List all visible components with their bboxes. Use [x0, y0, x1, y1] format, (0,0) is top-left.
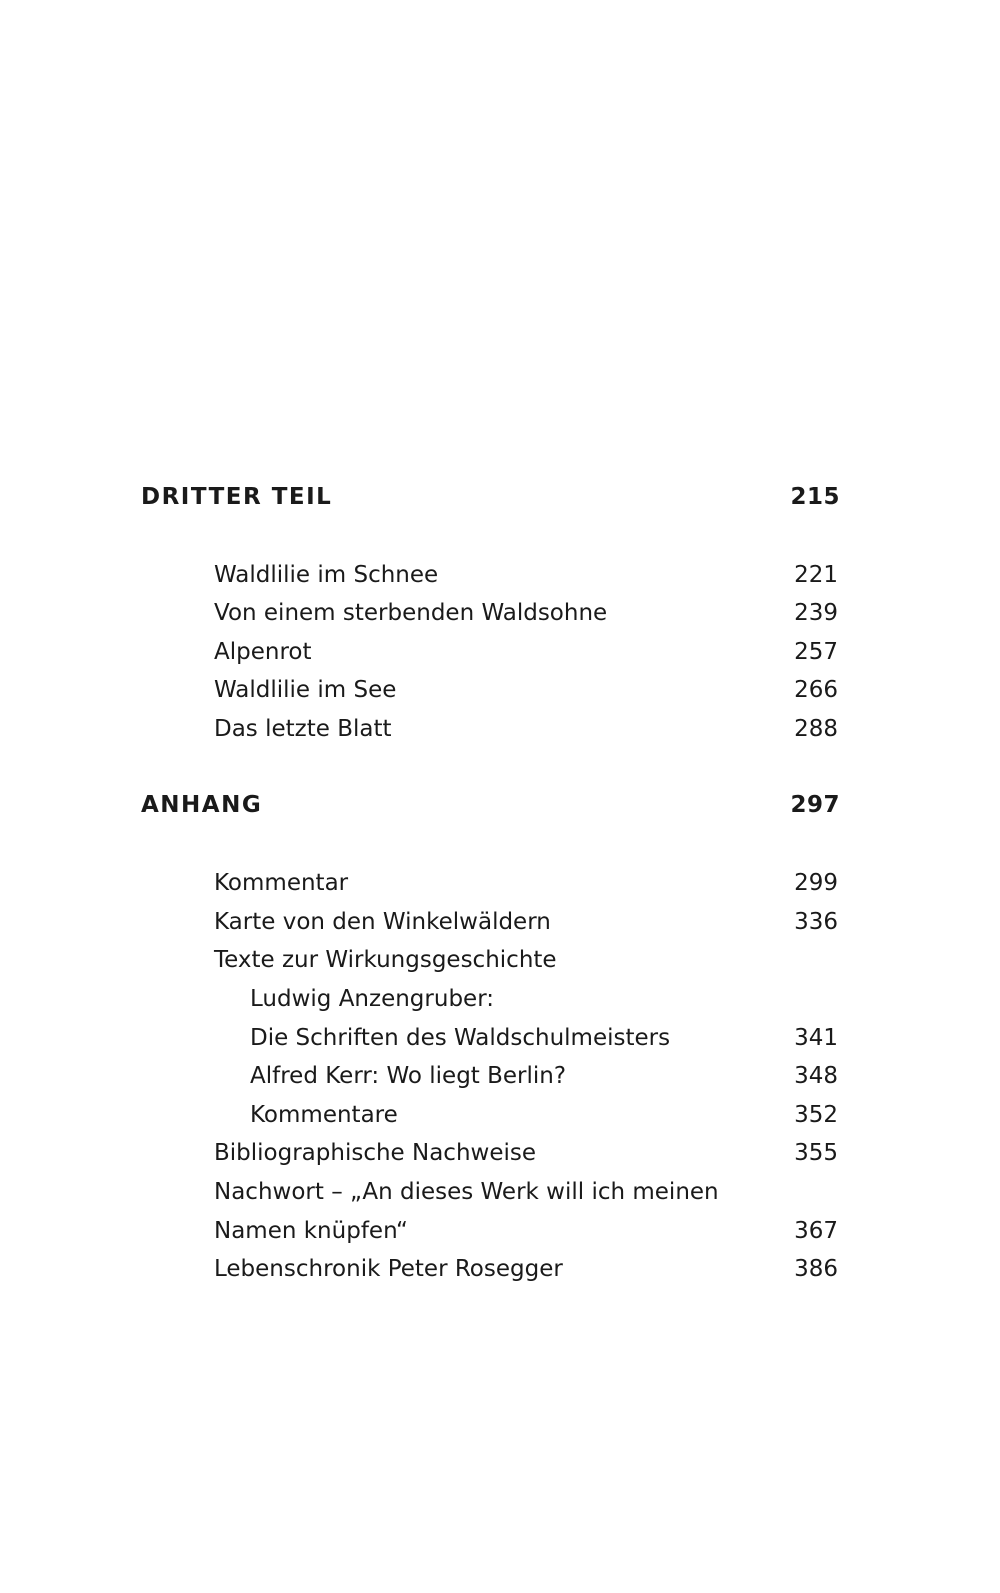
toc-entry [214, 1174, 838, 1210]
toc-entry [214, 711, 838, 747]
toc-part-page: 297 [790, 792, 840, 818]
toc-entry-title: Texte zur Wirkungsgeschichte [214, 947, 557, 973]
toc-entry-title: Alfred Kerr: Wo liegt Berlin? [250, 1063, 567, 1089]
toc-entry [214, 557, 838, 593]
toc-subentry [250, 981, 838, 1017]
toc-entry-title: Ludwig Anzengruber: [250, 986, 494, 1012]
toc-entry [214, 634, 838, 670]
toc-entry-title: Kommentare [250, 1102, 398, 1128]
toc-entry-title: Alpenrot [214, 639, 312, 665]
toc-entry [214, 595, 838, 631]
toc-entry [214, 865, 838, 901]
toc-entry-page: 257 [794, 639, 838, 665]
toc-entry-title: Die Schriften des Waldschulmeisters [250, 1025, 671, 1051]
toc-entry [214, 1213, 838, 1249]
toc-entry-title: Bibliographische Nachweise [214, 1140, 537, 1166]
toc-entry-page: 367 [794, 1218, 838, 1244]
toc-entry-page: 221 [794, 562, 838, 588]
toc-entry-title: Nachwort – „An dieses Werk will ich meinen [214, 1179, 719, 1205]
toc-entry-page: 352 [794, 1102, 838, 1128]
toc-entry [214, 904, 838, 940]
toc-entry [214, 942, 838, 978]
toc-entry-page: 299 [794, 870, 838, 896]
toc-entry [214, 672, 838, 708]
toc-entry-title: Lebenschronik Peter Rosegger [214, 1256, 563, 1282]
toc-entry [214, 1251, 838, 1287]
toc-entry-page: 288 [794, 716, 838, 742]
toc-part-title: DRITTER TEIL [141, 484, 333, 510]
toc-entry-title: Waldlilie im Schnee [214, 562, 439, 588]
toc-entry-title: Von einem sterbenden Waldsohne [214, 600, 608, 626]
toc-entry-page: 239 [794, 600, 838, 626]
toc-entry-title: Namen knüpfen“ [214, 1218, 408, 1244]
toc-part-title: ANHANG [141, 792, 263, 818]
toc-part-page: 215 [790, 484, 840, 510]
toc-entry-page: 266 [794, 677, 838, 703]
toc-entry-title: Kommentar [214, 870, 349, 896]
toc-entry [214, 1135, 838, 1171]
toc-entry-title: Karte von den Winkelwäldern [214, 909, 551, 935]
toc-entry-page: 348 [794, 1063, 838, 1089]
toc-entry-page: 355 [794, 1140, 838, 1166]
toc-subentry [250, 1097, 838, 1133]
toc-entry-page: 386 [794, 1256, 838, 1282]
toc-entry-title: Das letzte Blatt [214, 716, 392, 742]
toc-subentry [250, 1020, 838, 1056]
toc-entry-page: 341 [794, 1025, 838, 1051]
toc-entry-title: Waldlilie im See [214, 677, 397, 703]
toc-part-dritter-teil [141, 479, 840, 515]
toc-part-anhang [141, 787, 840, 823]
toc-entry-page: 336 [794, 909, 838, 935]
toc-subentry [250, 1058, 838, 1094]
